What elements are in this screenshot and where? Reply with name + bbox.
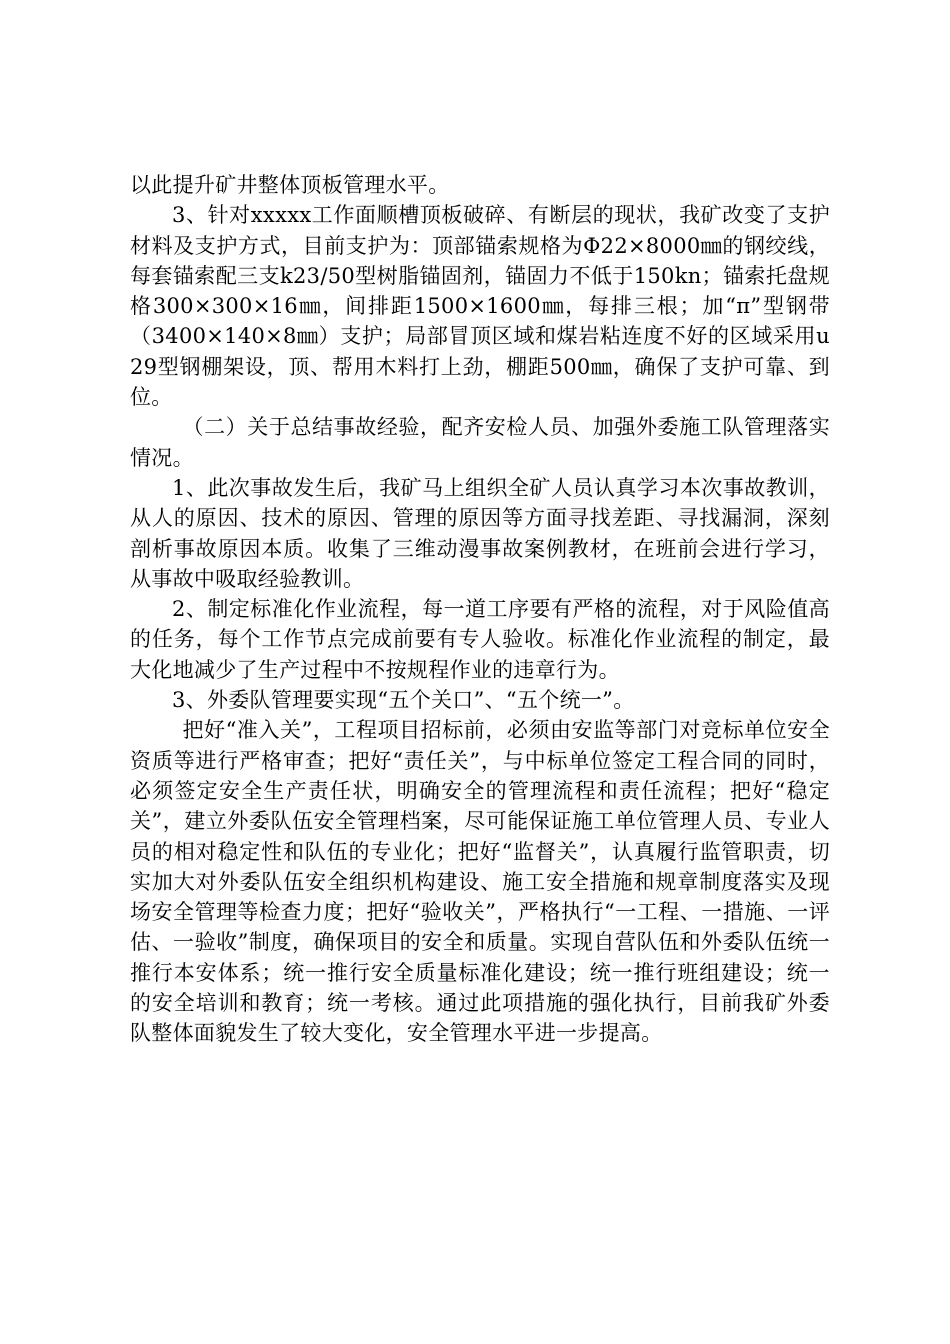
paragraph-standard-process: 2、制定标准化作业流程，每一道工序要有严格的流程，对于风险值高的任务，每个工作节点完成前要有专人验收。标准化作业流程的制定，最大化地减少了生产过程中不按规程作业的违章行为。 <box>130 597 830 682</box>
paragraph-accident-study: 1、此次事故发生后，我矿马上组织全矿人员认真学习本次事故教训，从人的原因、技术的原因、管理的原因等方面寻找差距、寻找漏洞，深刻剖析事故原因本质。收集了三维动漫事故案例教材，在班前会进行学习，从事故中吸取经验教训。 <box>130 475 830 591</box>
paragraph-five-checkpoints: 把好“准入关”，工程项目招标前，必须由安监等部门对竞标单位安全资质等进行严格审查；把好“责任关”，与中标单位签定工程合同的同时，必须签定安全生产责任状，明确安全的管理流程和责任流程；把好“稳定关”，建立外委队伍安全管理档案，尽可能保证施工单位管理人员、专业人员的相对稳定性和队伍的专业化；把好“监督关”，认真履行监管职责，切实加大对外委队伍安全组织机构建设、施工安全措施和规章制度落实及现场安全管理等检查力度；把好“验收关”，严格执行“一工程、一措施、一评估、一验收”制度，确保项目的安全和质量。实现自营队伍和外委队伍统一推行本安体系；统一推行安全质量标准化建设；统一推行班组建设；统一的安全培训和教育；统一考核。通过此项措施的强化执行，目前我矿外委队整体面貌发生了较大变化，安全管理水平进一步提高。 <box>130 718 830 1046</box>
paragraph-outsourced-team: 3、外委队管理要实现“五个关口”、“五个统一”。 <box>172 688 635 713</box>
paragraph-continuation: 以此提升矿井整体顶板管理水平。 <box>130 173 450 197</box>
document-page <box>130 170 830 1049</box>
paragraph-support-method: 3、针对xxxxx工作面顺槽顶板破碎、有断层的现状，我矿改变了支护材料及支护方式，目前支护为：顶部锚索规格为Φ22×8000㎜的钢绞线，每套锚索配三支k23/50型树脂锚固剂，锚固力不低于150kn；锚索托盘规格300×300×16㎜，间排距1500×1600㎜，每排三根；加“π”型钢带（3400×140×8㎜）支护；局部冒顶区域和煤岩粘连度不好的区域采用u29型钢棚架设，顶、帮用木料打上劲，棚距500㎜，确保了支护可靠、到位。 <box>130 203 830 410</box>
section-heading-accident-lessons: （二）关于总结事故经验，配齐安检人员、加强外委施工队管理落实情况。 <box>130 415 830 470</box>
